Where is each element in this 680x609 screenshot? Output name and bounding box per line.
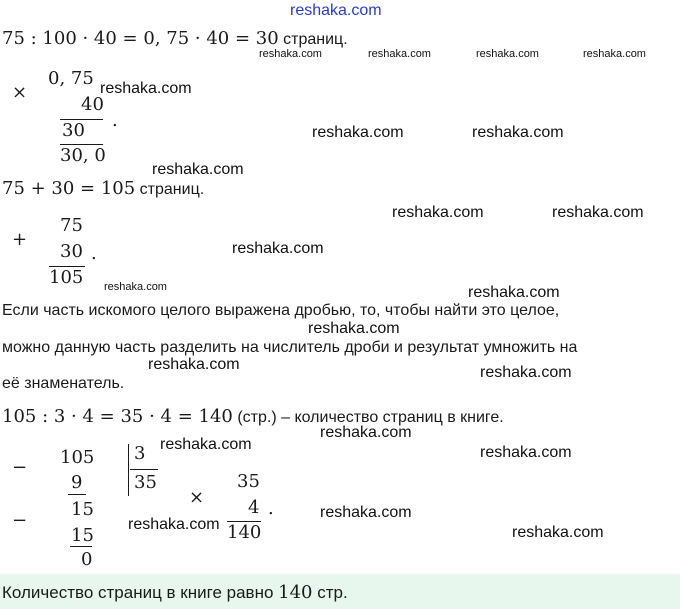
mult1-bottom: 40 bbox=[81, 94, 104, 115]
division-rem-1: 15 bbox=[71, 499, 94, 520]
step3-equation: 105 : 3 · 4 = 35 · 4 = 140 bbox=[2, 406, 233, 427]
division-rem-2: 0 bbox=[81, 549, 93, 570]
mult1-top: 0, 75 bbox=[48, 68, 94, 89]
watermark: reshaka.com bbox=[368, 48, 431, 60]
watermark: reshaka.com bbox=[128, 516, 220, 533]
watermark: reshaka.com bbox=[320, 424, 412, 441]
watermark: reshaka.com bbox=[160, 436, 252, 453]
rule-line-3: её знаменатель. bbox=[2, 375, 125, 392]
division-minus-1: − bbox=[12, 457, 28, 478]
add1-dot: . bbox=[91, 243, 97, 264]
division-rule-1 bbox=[68, 494, 86, 495]
step3-line bbox=[2, 406, 504, 427]
add1-sign: + bbox=[12, 229, 28, 250]
rule-line-2: можно данную часть разделить на числитель дроби и результат умножить на bbox=[2, 339, 578, 356]
mult1-sign: × bbox=[12, 82, 28, 103]
division-quotient: 35 bbox=[134, 472, 157, 493]
mult2-result: 140 bbox=[227, 522, 262, 543]
watermark: reshaka.com bbox=[100, 80, 192, 97]
watermark: reshaka.com bbox=[583, 48, 646, 60]
answer-prefix: Количество страниц в книге равно bbox=[2, 583, 274, 602]
mult1-result: 30, 0 bbox=[60, 145, 106, 166]
step1-line bbox=[2, 28, 348, 49]
header-watermark[interactable]: reshaka.com bbox=[290, 2, 382, 19]
watermark: reshaka.com bbox=[152, 161, 244, 178]
answer-text bbox=[2, 582, 348, 603]
step3-desc: – количество страниц в книге. bbox=[281, 409, 504, 426]
division-sub-2: 15 bbox=[71, 525, 94, 546]
add1-result: 105 bbox=[49, 267, 84, 288]
step3-unit: (стр.) bbox=[237, 409, 277, 426]
division-dividend: 105 bbox=[60, 447, 95, 468]
step2-line bbox=[2, 178, 204, 199]
watermark: reshaka.com bbox=[512, 524, 604, 541]
watermark: reshaka.com bbox=[472, 124, 564, 141]
watermark: reshaka.com bbox=[476, 48, 539, 60]
mult1-partial: 30 bbox=[62, 120, 85, 141]
division-divisor-rule bbox=[130, 469, 158, 470]
rule-line-1: Если часть искомого целого выражена дробью, то, чтобы найти это целое, bbox=[2, 302, 560, 319]
division-sub-1: 9 bbox=[71, 472, 83, 493]
step1-equation: 75 : 100 · 40 = 0, 75 · 40 = 30 bbox=[2, 28, 279, 49]
mult2-top: 35 bbox=[237, 471, 260, 492]
watermark: reshaka.com bbox=[308, 320, 400, 337]
add1-bottom: 30 bbox=[60, 241, 83, 262]
division-minus-2: − bbox=[12, 510, 28, 531]
answer-banner bbox=[0, 574, 680, 609]
mult2-bottom: 4 bbox=[248, 497, 260, 518]
watermark: reshaka.com bbox=[392, 204, 484, 221]
watermark: reshaka.com bbox=[320, 504, 412, 521]
watermark: reshaka.com bbox=[232, 240, 324, 257]
division-divisor: 3 bbox=[134, 443, 146, 464]
mult2-dot: . bbox=[268, 498, 274, 519]
watermark: reshaka.com bbox=[480, 364, 572, 381]
watermark: reshaka.com bbox=[552, 204, 644, 221]
step2-unit: страниц. bbox=[139, 181, 205, 198]
mult2-sign: × bbox=[189, 487, 205, 508]
answer-suffix: стр. bbox=[317, 583, 348, 602]
watermark: reshaka.com bbox=[104, 281, 167, 293]
division-bar bbox=[128, 444, 129, 496]
mult1-dot: . bbox=[112, 110, 118, 131]
watermark: reshaka.com bbox=[148, 356, 240, 373]
answer-value: 140 bbox=[278, 582, 313, 603]
step1-unit: страниц. bbox=[283, 31, 348, 48]
add1-top: 75 bbox=[60, 215, 83, 236]
step2-equation: 75 + 30 = 105 bbox=[2, 178, 136, 199]
division-rule-2 bbox=[70, 546, 92, 547]
watermark: reshaka.com bbox=[480, 444, 572, 461]
watermark: reshaka.com bbox=[259, 48, 322, 60]
watermark: reshaka.com bbox=[312, 124, 404, 141]
watermark: reshaka.com bbox=[468, 284, 560, 301]
